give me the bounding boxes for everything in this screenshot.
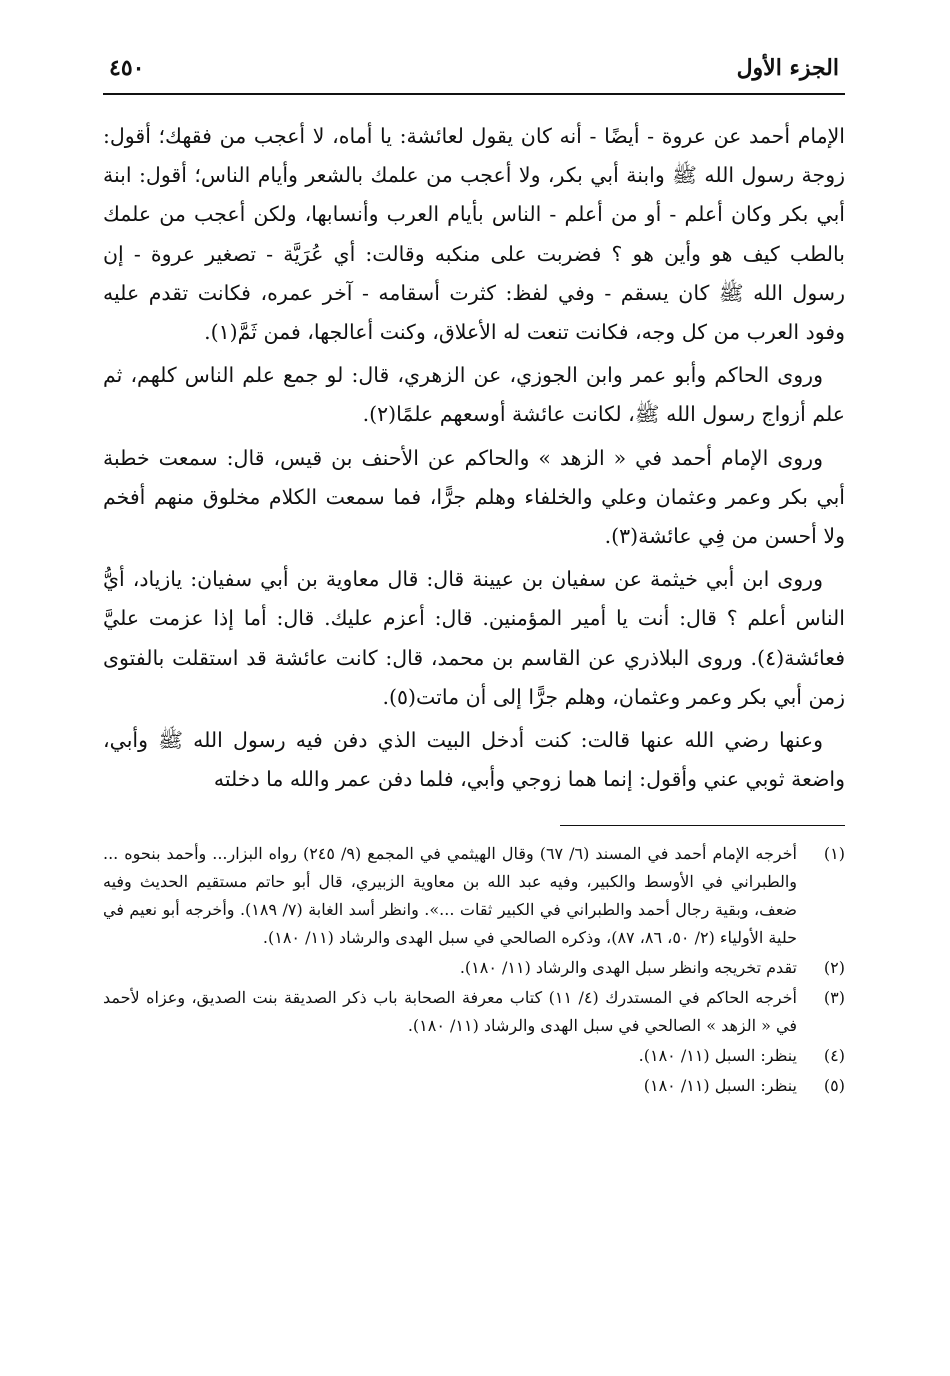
footnote-1 xyxy=(103,840,845,952)
footnote-number: (٢) xyxy=(823,958,845,978)
footnote-divider xyxy=(560,825,845,826)
book-page xyxy=(103,55,845,1102)
footnote-text: ينظر: السبل (١١/ ١٨٠). xyxy=(638,1046,797,1066)
paragraph-1: الإمام أحمد عن عروة - أيضًا - أنه كان يقول لعائشة: يا أماه، لا أعجب من فقهك؛ أقول: زوجة رسول الله ﷺ وابنة أبي بكر، ولا أعجب من علمك بالشعر وأيام الناس؛ أقول: ابنة أبي بكر وكان أعلم - أو من أعلم - الناس بأيام العرب وأنسابها، ولكن أعجب من علمك بالطب كيف هو وأين هو ؟ فضربت على منكبه وقالت: أي عُرَيَّة - تصغير عروة - إن رسول الله ﷺ كان يسقم - وفي لفظ: كثرت أسقامه - آخر عمره، فكانت تقدم عليه وفود العرب من كل وجه، فكانت تنعت له الأعلاق، وكنت أعالجها، فمن ثَمَّ(١). xyxy=(103,124,845,345)
page-header xyxy=(103,55,845,93)
footnotes xyxy=(103,840,845,1100)
footnote-text: أخرجه الإمام أحمد في المسند (٦/ ٦٧) وقال الهيثمي في المجمع (٩/ ٢٤٥) رواه البزار... وأحمد بنحوه ... والطبراني في الأوسط والكبير، وفيه عبد الله بن معاوية الزبيري، قال أبو حاتم مستقيم الحديث وفيه ضعف، وبقية رجال أحمد والطبراني في الكبير ثقات ...». وانظر أسد الغابة (٧/ ١٨٩). وأخرجه أبو نعيم في حلية الأولياء (٢/ ٥٠، ٨٦، ٨٧)، وذكره الصالحي في سبل الهدى والرشاد (١١/ ١٨٠). xyxy=(103,844,798,948)
header-divider xyxy=(103,93,845,95)
footnote-text: تقدم تخريجه وانظر سبل الهدى والرشاد (١١/ ١٨٠). xyxy=(459,958,797,978)
part-title: الجزء الأول xyxy=(736,55,839,81)
paragraph-3: وروى الإمام أحمد في « الزهد » والحاكم عن الأحنف بن قيس، قال: سمعت خطبة أبي بكر وعمر وعثمان وعلي والخلفاء وهلم جرًّا، فما سمعت الكلام مخلوق منهم أفخم ولا أحسن من فِي عائشة(٣). xyxy=(103,445,845,549)
footnote-number: (٥) xyxy=(823,1076,845,1096)
footnote-number: (٣) xyxy=(823,988,845,1008)
footnote-number: (٤) xyxy=(823,1046,845,1066)
page-number: ٤٥٠ xyxy=(109,55,145,81)
footnote-4 xyxy=(103,1042,845,1070)
footnote-text: أخرجه الحاكم في المستدرك (٤/ ١١) كتاب معرفة الصحابة باب ذكر الصديقة بنت الصديق، وعزاه لأحمد في « الزهد » الصالحي في سبل الهدى والرشاد (١١/ ١٨٠). xyxy=(103,988,798,1036)
footnote-3 xyxy=(103,984,845,1040)
footnote-number: (١) xyxy=(823,844,845,864)
paragraph-2: وروى الحاكم وأبو عمر وابن الجوزي، عن الزهري، قال: لو جمع علم الناس كلهم، ثم علم أزواج رسول الله ﷺ، لكانت عائشة أوسعهم علمًا(٢). xyxy=(103,363,845,427)
footnote-5 xyxy=(103,1072,845,1100)
footnote-2 xyxy=(103,954,845,982)
paragraph-4: وروى ابن أبي خيثمة عن سفيان بن عيينة قال: قال معاوية بن أبي سفيان: يازياد، أيُّ الناس أعلم ؟ قال: أنت يا أمير المؤمنين. قال: أعزم عليك. قال: أما إذا عزمت عليَّ فعائشة(٤). وروى البلاذري عن القاسم بن محمد، قال: كانت عائشة قد استقلت بالفتوى زمن أبي بكر وعمر وعثمان، وهلم جرًّا إلى أن ماتت(٥). xyxy=(103,567,845,709)
paragraph-5: وعنها رضي الله عنها قالت: كنت أدخل البيت الذي دفن فيه رسول الله ﷺ وأبي، واضعة ثوبي عني وأقول: إنما هما زوجي وأبي، فلما دفن عمر والله ما دخلته xyxy=(103,728,845,792)
main-text xyxy=(103,117,845,799)
footnote-text: ينظر: السبل (١١/ ١٨٠) xyxy=(643,1076,797,1096)
